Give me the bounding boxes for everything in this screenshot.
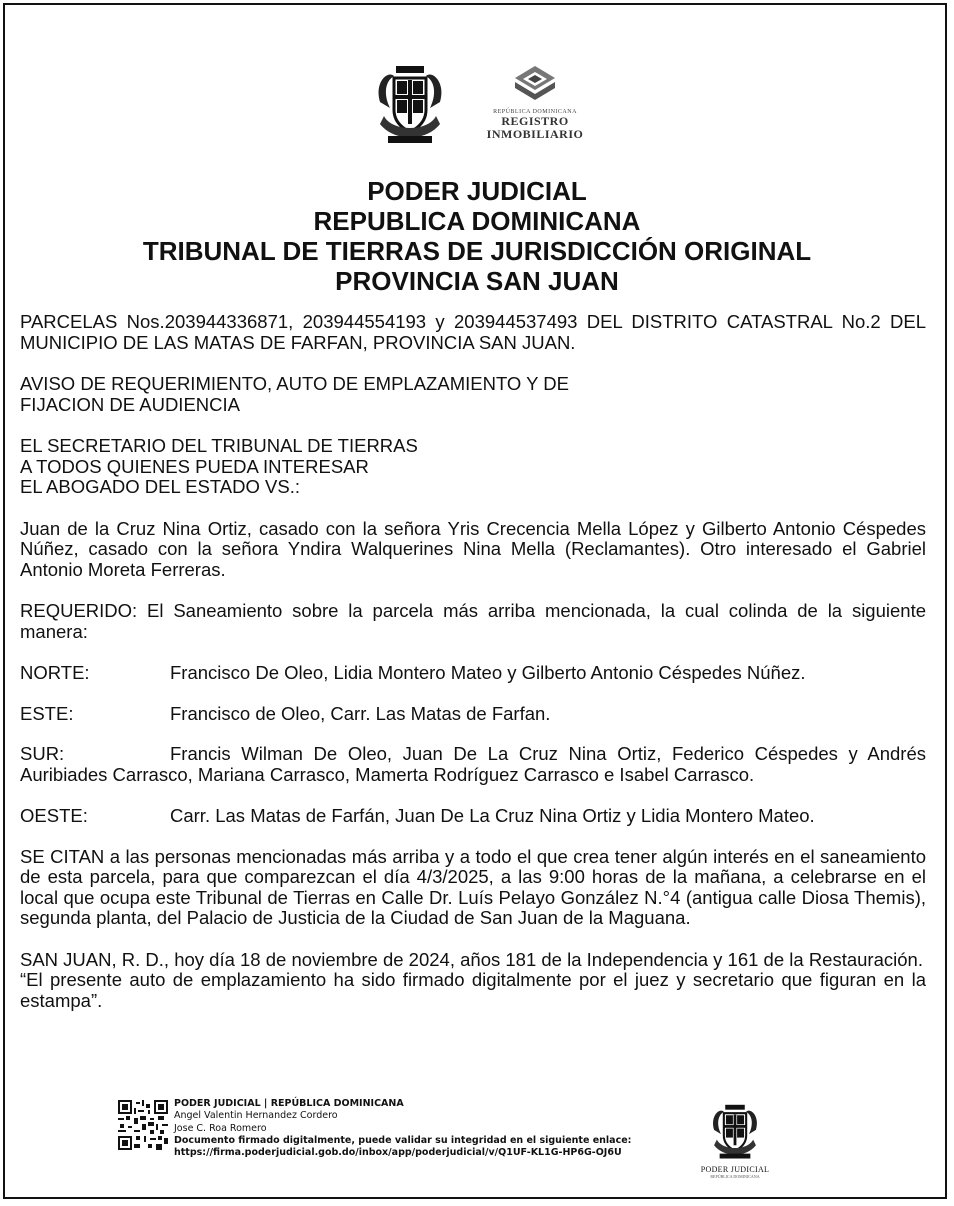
signature-institution: PODER JUDICIAL | REPÚBLICA DOMINICANA — [174, 1098, 404, 1109]
oeste-label: OESTE: — [20, 805, 88, 826]
signer-judge: Angel Valentin Hernandez Cordero — [174, 1110, 338, 1122]
signer-secretary: Jose C. Roa Romero — [174, 1122, 267, 1134]
sur-label: SUR: — [20, 743, 65, 764]
boundary-oeste — [20, 806, 926, 827]
secretario-line-1: EL SECRETARIO DEL TRIBUNAL DE TIERRAS — [20, 435, 418, 456]
coat-of-arms-small-logo — [707, 1102, 763, 1162]
este-text: Francisco de Oleo, Carr. Las Matas de Farfan. — [170, 702, 551, 724]
document-heading — [0, 176, 954, 296]
qr-code-icon[interactable] — [118, 1100, 168, 1150]
secretario-line-2: A TODOS QUIENES PUEDA INTERESAR — [20, 455, 369, 477]
norte-text: Francisco De Oleo, Lidia Montero Mateo y Gilberto Antonio Céspedes Núñez. — [170, 662, 806, 683]
heading-line-3: TRIBUNAL DE TIERRAS DE JURISDICCIÓN ORIGINAL — [142, 236, 812, 266]
signature-validation-note: Documento firmado digitalmente, puede validar su integridad en el siguiente enlace: — [174, 1134, 632, 1146]
footer-seal — [700, 1102, 770, 1182]
boundary-norte — [20, 663, 926, 684]
aviso-line-2: FIJACION DE AUDIENCIA — [20, 393, 240, 415]
partes-paragraph: Juan de la Cruz Nina Ortiz, casado con la señora Yris Crecencia Mella López y Gilberto Antonio Céspedes Núñez, casado con la señora Yndira Walquerines Nina Mella (Reclamantes). Otro interesado el Gabriel Antonio Moreta Ferreras. — [20, 517, 926, 580]
norte-label: NORTE: — [20, 662, 90, 683]
boundary-sur — [20, 744, 926, 785]
document-body — [20, 312, 926, 1032]
header-logos — [0, 62, 954, 152]
registro-name-line2: INMOBILIARIO — [486, 127, 584, 141]
footer-seal-sub: REPÚBLICA DOMINICANA — [710, 1174, 760, 1179]
aviso-line-1: AVISO DE REQUERIMIENTO, AUTO DE EMPLAZAMIENTO Y DE — [20, 373, 569, 394]
aviso-paragraph — [20, 374, 926, 415]
requerido-paragraph: REQUERIDO: El Saneamiento sobre la parcela más arriba mencionada, la cual colinda de la siguiente manera: — [20, 600, 926, 642]
oeste-text: Carr. Las Matas de Farfán, Juan De La Cruz Nina Ortiz y Lidia Montero Mateo. — [170, 805, 815, 826]
coat-of-arms-logo — [370, 62, 450, 148]
fecha-paragraph: SAN JUAN, R. D., hoy día 18 de noviembre de 2024, años 181 de la Independencia y 161 de la Restauración. — [20, 948, 923, 970]
digital-signature-block — [118, 1098, 678, 1158]
registro-diamond-icon — [515, 66, 555, 102]
sur-text: Francis Wilman De Oleo, Juan De La Cruz Nina Ortiz, Federico Céspedes y Andrés Auribiades Carrasco, Mariana Carrasco, Mamerta Rodríguez Carrasco e Isabel Carrasco. — [20, 743, 926, 785]
signature-validation-link[interactable]: https://firma.poderjudicial.gob.do/inbox/app/poderjudicial/v/Q1UF-KL1G-HP6G-OJ6U — [174, 1147, 622, 1159]
firmado-paragraph: “El presente auto de emplazamiento ha sido firmado digitalmente por el juez y secretario que figuran en la estampa”. — [20, 969, 926, 1011]
registro-country-text: REPÚBLICA DOMINICANA — [493, 109, 577, 115]
heading-line-4: PROVINCIA SAN JUAN — [335, 266, 619, 296]
parcelas-paragraph: PARCELAS Nos.203944336871, 203944554193 y 203944537493 DEL DISTRITO CATASTRAL No.2 DEL MUNICIPIO DE LAS MATAS DE FARFAN, PROVINCIA SAN JUAN. — [20, 311, 926, 353]
registro-inmobiliario-logo — [480, 66, 590, 150]
secretario-line-3: EL ABOGADO DEL ESTADO VS.: — [20, 476, 300, 497]
este-label: ESTE: — [20, 702, 74, 724]
footer-seal-label: PODER JUDICIAL — [700, 1165, 770, 1174]
registro-name-line1: REGISTRO — [501, 114, 569, 128]
secretario-paragraph — [20, 436, 926, 498]
heading-line-2: REPUBLICA DOMINICANA — [313, 206, 641, 236]
signature-text — [174, 1098, 631, 1159]
heading-line-1: PODER JUDICIAL — [367, 176, 587, 206]
citan-paragraph: SE CITAN a las personas mencionadas más arriba y a todo el que crea tener algún interés en el saneamiento de esta parcela, para que comparezcan el día 4/3/2025, a las 9:00 horas de la mañana, a celebrarse en el local que ocupa este Tribunal de Tierras en Calle Dr. Luís Pelayo González N.°4 (antigua calle Diosa Themis), segunda planta, del Palacio de Justicia de la Ciudad de San Juan de la Maguana. — [20, 845, 926, 928]
boundary-este — [20, 704, 926, 725]
